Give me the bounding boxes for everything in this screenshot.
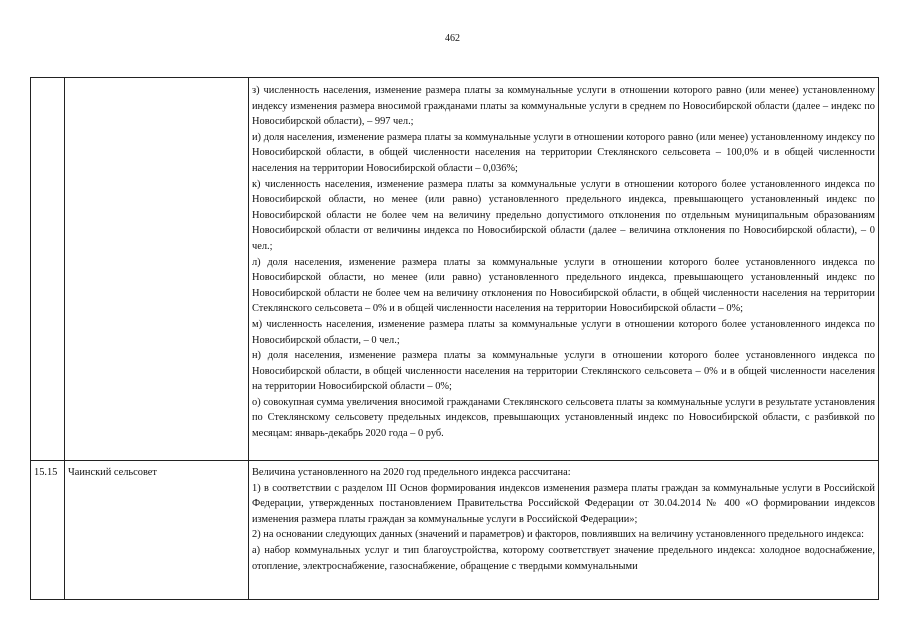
document-table (30, 77, 879, 600)
page-number: 462 (445, 33, 460, 44)
paragraph-1: 1) в соответствии с разделом III Основ формирования индексов изменения размера платы граждан за коммунальные услуги в Российской Федерации, утвержденных постановлением Правительства Российской Федерации от 30.04.2014 № 400 «О формировании индексов изменения размера платы граждан за коммунальные услуги в Российской Федерации»; (252, 482, 875, 525)
paragraph-intro: Величина установленного на 2020 год предельного индекса рассчитана: (252, 467, 571, 478)
paragraph-n: н) доля населения, изменение размера платы за коммунальные услуги в отношении которого более установленного индекса по Новосибирской области, в общей численности населения на территории Стеклянского сельсовета – 0% и в общей численности населения на территории Новосибирской области – 0%; (252, 350, 875, 393)
settlement-name-cell (65, 78, 249, 461)
settlement-name-cell: Чаинский сельсовет (65, 461, 249, 600)
description-cell (249, 78, 879, 461)
paragraph-a: а) набор коммунальных услуг и тип благоустройства, которому соответствует значение предельного индекса: холодное водоснабжение, отопление, электроснабжение, газоснабжение, обращение с твердыми коммунальными (252, 544, 875, 572)
paragraph-l: л) доля населения, изменение размера платы за коммунальные услуги в отношении которого более установленного индекса по Новосибирской области, но менее (или равно) установленного предельного индекса, превышающего установленный индекс по Новосибирской области не более чем на величину отклонения по Новосибирской области, в общей численности населения на территории Стеклянского сельсовета – 0% и в общей численности населения на территории Новосибирской области – 0%; (252, 256, 875, 315)
paragraph-i: и) доля населения, изменение размера платы за коммунальные услуги в отношении которого равно (или менее) установленному индексу по Новосибирской области, в общей численности населения на территории Стеклянского сельсовета – 100,0% и в общей численности населения на территории Новосибирской области – 0,036%; (252, 131, 875, 174)
row-number-cell (31, 78, 65, 461)
table-row (31, 78, 879, 461)
paragraph-k: к) численность населения, изменение размера платы за коммунальные услуги в отношении которого более установленного индекса по Новосибирской области, но менее (или равно) установленного предельного индекса, превышающего установленный индекс по Новосибирской области не более чем на величину предельно допустимого отклонения по отдельным муниципальным образованиям Новосибирской области от величины индекса по Новосибирской области (далее – величина отклонения по Новосибирской области), – 0 чел.; (252, 178, 875, 252)
paragraph-o: о) совокупная сумма увеличения вносимой гражданами Стеклянского сельсовета платы за коммунальные услуги в результате установления по Стеклянскому сельсовету предельных индексов, превышающих установленный индекс по Новосибирской области, с разбивкой по месяцам: январь-декабрь 2020 года – 0 руб. (252, 396, 875, 440)
paragraph-m: м) численность населения, изменение размера платы за коммунальные услуги в отношении которого более установленного индекса по Новосибирской области, – 0 чел.; (252, 318, 875, 346)
paragraph-z: з) численность населения, изменение размера платы за коммунальные услуги в отношении которого равно (или менее) установленному индексу изменения размера вносимой гражданами платы за коммунальные услуги в среднем по Новосибирской области (далее – индекс по Новосибирской области), – 997 чел.; (252, 85, 875, 128)
paragraph-2: 2) на основании следующих данных (значений и параметров) и факторов, повлиявших на величину установленного предельного индекса: (252, 529, 865, 541)
description-clip (252, 465, 875, 599)
table-row (31, 461, 879, 600)
description-cell (249, 461, 879, 600)
row-number-cell: 15.15 (31, 461, 65, 600)
